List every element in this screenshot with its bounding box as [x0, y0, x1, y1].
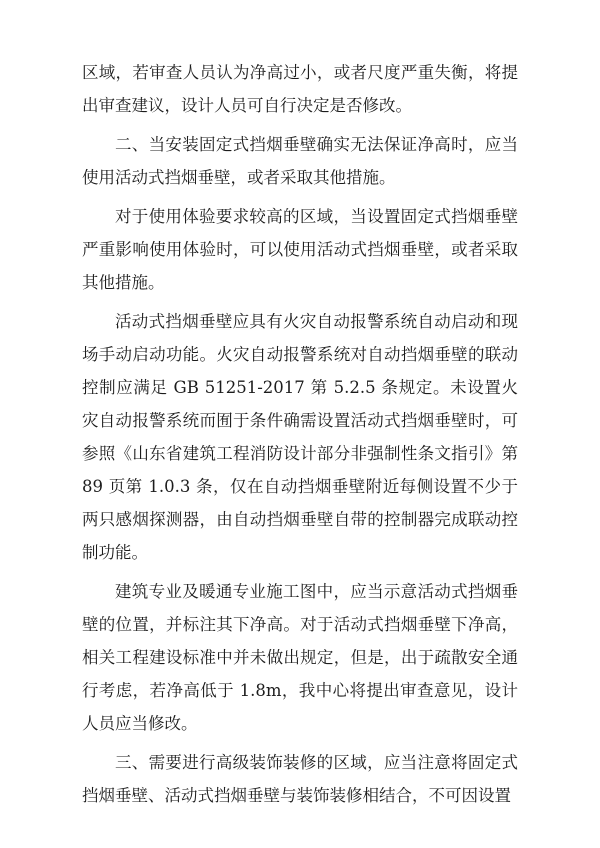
- document-body: [82, 56, 518, 818]
- paragraph-continuation: 区域，若审查人员认为净高过小，或者尺度严重失衡，将提出审查建议，设计人员可自行决定是否修改。: [82, 63, 518, 115]
- paragraph-user-experience: 对于使用体验要求较高的区域，当设置固定式挡烟垂壁严重影响使用体验时，可以使用活动式挡烟垂壁，或者采取其他措施。: [82, 207, 518, 292]
- paragraph-drawings: 建筑专业及暖通专业施工图中，应当示意活动式挡烟垂壁的位置，并标注其下净高。对于活动式挡烟垂壁下净高，相关工程建设标准中并未做出规定，但是，出于疏散安全通行考虑，若净高低于 1.8m，我中心将提出审查意见，设计人员应当修改。: [82, 582, 518, 733]
- paragraph-alarm-system: 活动式挡烟垂壁应具有火灾自动报警系统自动启动和现场手动启动功能。火灾自动报警系统对自动挡烟垂壁的联动控制应满足 GB 51251-2017 第 5.2.5 条规定。未设置火灾自动报警系统而囿于条件确需设置活动式挡烟垂壁时，可参照《山东省建筑工程消防设计部分非强制性条文指引》第 89 页第 1.0.3 条，仅在自动挡烟垂壁附近每侧设置不少于两只感烟探测器，由自动挡烟垂壁自带的控制器完成联动控制功能。: [82, 312, 518, 562]
- paragraph-section-two: 二、当安装固定式挡烟垂壁确实无法保证净高时，应当使用活动式挡烟垂壁，或者采取其他措施。: [82, 135, 518, 187]
- paragraph-section-three: 三、需要进行高级装饰装修的区域，应当注意将固定式挡烟垂壁、活动式挡烟垂壁与装饰装修相结合，不可因设置: [82, 753, 518, 805]
